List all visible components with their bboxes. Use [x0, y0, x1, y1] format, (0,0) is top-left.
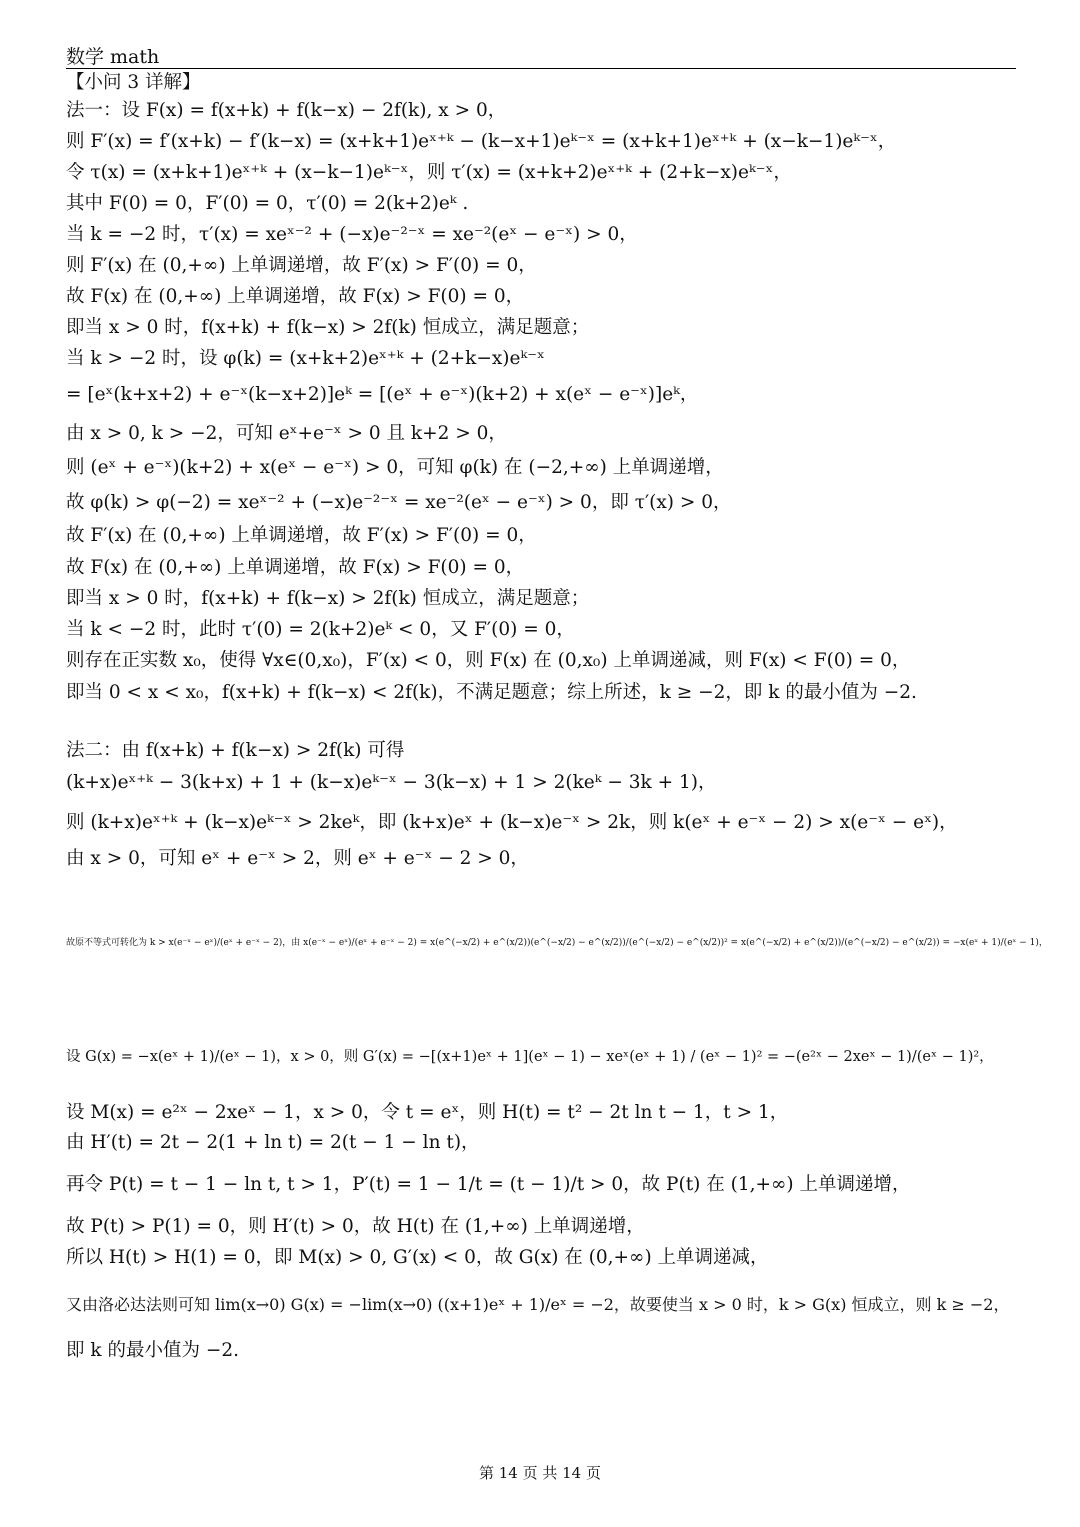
method2-line: (k+x)eˣ⁺ᵏ − 3(k+x) + 1 + (k−x)eᵏ⁻ˣ − 3(k−x) + 1 > 2(keᵏ − 3k + 1)， — [66, 772, 717, 793]
method1-line: 即当 x > 0 时，f(x+k) + f(k−x) > 2f(k) 恒成立，满足题意； — [66, 588, 590, 609]
method2-line: 设 M(x) = e²ˣ − 2xeˣ − 1，x > 0，令 t = eˣ，则 H(t) = t² − 2t ln t − 1，t > 1， — [66, 1102, 789, 1123]
method1-line: 则 F′(x) 在 (0,+∞) 上单调递增，故 F′(x) > F′(0) = 0， — [66, 255, 537, 276]
method1-line: 令 τ(x) = (x+k+1)eˣ⁺ᵏ + (x−k−1)eᵏ⁻ˣ，则 τ′(x) = (x+k+2)eˣ⁺ᵏ + (2+k−x)eᵏ⁻ˣ， — [66, 162, 792, 183]
method2-line: 法二：由 f(x+k) + f(k−x) > 2f(k) 可得 — [66, 740, 405, 761]
method2-line: 又由洛必达法则可知 lim(x→0) G(x) = −lim(x→0) ((x+1)eˣ + 1)/eˣ = −2，故要使当 x > 0 时，k > G(x) 恒成立，则 k ≥ −2， — [66, 1295, 1010, 1314]
method2-line: 由 H′(t) = 2t − 2(1 + ln t) = 2(t − 1 − ln t)， — [66, 1132, 480, 1153]
method1-line: 则 (eˣ + e⁻ˣ)(k+2) + x(eˣ − e⁻ˣ) > 0，可知 φ(k) 在 (−2,+∞) 上单调递增， — [66, 457, 724, 478]
method1-line: 当 k < −2 时，此时 τ′(0) = 2(k+2)eᵏ < 0，又 F′(0) = 0， — [66, 619, 575, 640]
method1-line: 当 k > −2 时，设 φ(k) = (x+k+2)eˣ⁺ᵏ + (2+k−x)eᵏ⁻ˣ — [66, 348, 545, 369]
method2-line: 故 P(t) > P(1) = 0，则 H′(t) > 0，故 H(t) 在 (1,+∞) 上单调递增， — [66, 1216, 645, 1237]
method1-line: 由 x > 0, k > −2，可知 eˣ+e⁻ˣ > 0 且 k+2 > 0， — [66, 423, 507, 444]
method2-line: 故原不等式可转化为 k > x(e⁻ˣ − eˣ)/(eˣ + e⁻ˣ − 2)，由 x(e⁻ˣ − eˣ)/(eˣ + e⁻ˣ − 2) = x(e^(−x/2) + e^(x/2))(e^(−x/2) − e^(x/2))/(e^(−x/2) − e^(x/2))² = x(e^(−x/2) + e^(x/2))/(e^(−x/2) − e^(x/2)) = −x(eˣ + 1)/(eˣ − 1)， — [66, 938, 1048, 948]
method1-line: 故 φ(k) > φ(−2) = xeˣ⁻² + (−x)e⁻²⁻ˣ = xe⁻²(eˣ − e⁻ˣ) > 0，即 τ′(x) > 0， — [66, 492, 732, 513]
page-footer: 第 14 页 共 14 页 — [478, 1464, 601, 1482]
method1-line: 故 F′(x) 在 (0,+∞) 上单调递增，故 F′(x) > F′(0) = 0， — [66, 525, 537, 546]
section-title: 【小问 3 详解】 — [66, 72, 201, 93]
method2-line: 再令 P(t) = t − 1 − ln t, t > 1，P′(t) = 1 − 1/t = (t − 1)/t > 0，故 P(t) 在 (1,+∞) 上单调递增， — [66, 1174, 911, 1195]
page-header — [66, 42, 1016, 69]
method1-line: = [eˣ(k+x+2) + e⁻ˣ(k−x+2)]eᵏ = [(eˣ + e⁻ˣ)(k+2) + x(eˣ − e⁻ˣ)]eᵏ， — [66, 384, 699, 405]
header-title: 数学 math — [66, 46, 160, 68]
method1-line: 故 F(x) 在 (0,+∞) 上单调递增，故 F(x) > F(0) = 0， — [66, 557, 525, 578]
method1-line: 则 F′(x) = f′(x+k) − f′(k−x) = (x+k+1)eˣ⁺ᵏ − (k−x+1)eᵏ⁻ˣ = (x+k+1)eˣ⁺ᵏ + (x−k−1)eᵏ⁻ˣ， — [66, 131, 897, 152]
method2-line: 设 G(x) = −x(eˣ + 1)/(eˣ − 1)，x > 0，则 G′(x) = −[(x+1)eˣ + 1](eˣ − 1) − xeˣ(eˣ + 1) / (eˣ − 1)² = −(e²ˣ − 2xeˣ − 1)/(eˣ − 1)²， — [66, 1049, 994, 1065]
method2-line: 所以 H(t) > H(1) = 0，即 M(x) > 0, G′(x) < 0，故 G(x) 在 (0,+∞) 上单调递减， — [66, 1247, 769, 1268]
method1-line: 即当 0 < x < x₀，f(x+k) + f(k−x) < 2f(k)，不满足题意；综上所述，k ≥ −2，即 k 的最小值为 −2. — [66, 682, 917, 703]
method1-line: 则存在正实数 x₀，使得 ∀x∈(0,x₀)，F′(x) < 0，则 F(x) 在 (0,x₀) 上单调递减，则 F(x) < F(0) = 0， — [66, 650, 911, 671]
method1-line: 即当 x > 0 时，f(x+k) + f(k−x) > 2f(k) 恒成立，满足题意； — [66, 317, 590, 338]
method2-line: 则 (k+x)eˣ⁺ᵏ + (k−x)eᵏ⁻ˣ > 2keᵏ，即 (k+x)eˣ + (k−x)e⁻ˣ > 2k，则 k(eˣ + e⁻ˣ − 2) > x(e⁻ˣ − eˣ)， — [66, 812, 958, 833]
method1-line: 当 k = −2 时，τ′(x) = xeˣ⁻² + (−x)e⁻²⁻ˣ = xe⁻²(eˣ − e⁻ˣ) > 0， — [66, 224, 638, 245]
method2-line: 由 x > 0，可知 eˣ + e⁻ˣ > 2，则 eˣ + e⁻ˣ − 2 > 0， — [66, 848, 529, 869]
method2-line: 即 k 的最小值为 −2. — [66, 1340, 240, 1361]
method1-line: 故 F(x) 在 (0,+∞) 上单调递增，故 F(x) > F(0) = 0， — [66, 286, 525, 307]
method1-line: 其中 F(0) = 0，F′(0) = 0，τ′(0) = 2(k+2)eᵏ . — [66, 193, 469, 214]
method1-line: 法一：设 F(x) = f(x+k) + f(k−x) − 2f(k), x > 0， — [66, 100, 507, 121]
